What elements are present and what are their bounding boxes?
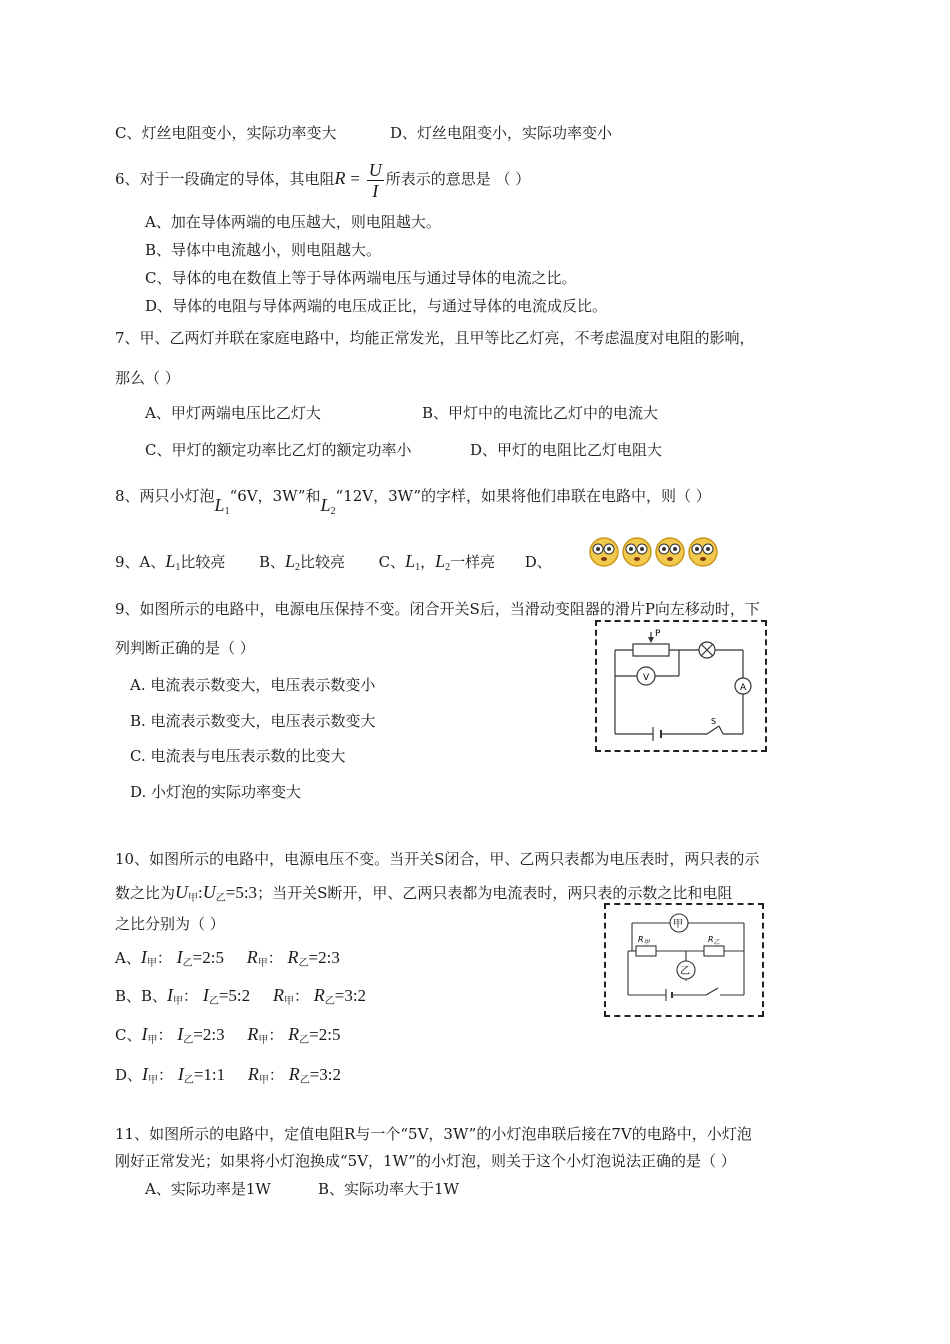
q8-l1: $L_1$	[214, 495, 230, 517]
q9a-b-label: B、	[258, 553, 286, 571]
q9-line1: 9、如图所示的电路中，电源电压保持不变。闭合开关S后，当滑动变阻器的滑片P向左移动时，下	[115, 600, 760, 618]
q6-option-a: A、加在导体两端的电压越大，则电阻越大。	[145, 213, 441, 231]
q10-option-c: C、$I_甲$： $I_乙=2:3$ $R_甲$： $R_乙=2:5$	[115, 1024, 341, 1046]
q9a-prefix: 9、A、	[115, 553, 166, 571]
q9a-c-label: C、	[378, 553, 406, 571]
q10-fig-yi-label: 乙	[680, 966, 690, 977]
confused-face-icon	[590, 538, 618, 566]
q10-line3: 之比分别为（ ）	[115, 915, 225, 933]
q9a-a-text: 比较亮	[180, 553, 226, 571]
q6-stem	[115, 158, 530, 201]
q9a-c-l1: $L_1$	[405, 551, 421, 573]
q10-option-d: D、$I_甲$： $I_乙=1:1$ $R_甲$： $R_乙=3:2$	[115, 1064, 342, 1086]
q9-circuit-figure	[595, 620, 767, 752]
q5-option-d: D、灯丝电阻变小，实际功率变小	[390, 124, 613, 142]
q9a-comma: ，	[420, 553, 436, 571]
q10-line1: 10、如图所示的电路中，电源电压不变。当开关S闭合，甲、乙两只表都为电压表时，两只表的示	[115, 850, 760, 868]
q6-option-b: B、导体中电流越小，则电阻越大。	[145, 241, 382, 259]
q9-fig-label-p: P	[655, 629, 661, 639]
q10-u-jia: $U_甲$	[175, 882, 199, 904]
q7-line1: 7、甲、乙两灯并联在家庭电路中，均能正常发光，且甲等比乙灯亮，不考虑温度对电阻的影响，	[115, 329, 755, 347]
q10-circuit-figure	[604, 903, 764, 1017]
q9-circuit-diagram	[597, 622, 765, 750]
q10-ratio-u: =5:3	[225, 883, 258, 902]
q6-option-c: C、导体的电在数值上等于导体两端电压与通过导体的电流之比。	[145, 269, 577, 287]
q9a-l2: $L_2$	[285, 551, 301, 573]
q9a-row	[115, 549, 552, 580]
q6-option-d: D、导体的电阻与导体两端的电压成正比，与通过导体的电流成反比。	[145, 297, 608, 315]
q8-stem	[115, 476, 711, 532]
q9-option-a: A. 电流表示数变大，电压表示数变小	[130, 676, 376, 694]
q9-fig-ammeter-label: A	[740, 683, 747, 693]
q9a-c-l2: $L_2$	[435, 551, 451, 573]
q6-suffix: 所表示的意思是 （ ）	[385, 170, 531, 188]
q10-fig-jia-label: 甲	[673, 919, 683, 930]
q9a-b-text: 比较亮	[300, 553, 346, 571]
q9a-d-label: D、	[524, 553, 552, 571]
q9a-l1: $L_1$	[165, 551, 181, 573]
q9a-c-text: 一样亮	[450, 553, 496, 571]
q7-option-d: D、甲灯的电阻比乙灯电阻大	[470, 441, 663, 459]
q9-option-d: D. 小灯泡的实际功率变大	[130, 783, 302, 801]
q10-line2-pre: 数之比为	[115, 884, 176, 902]
confused-face-icon	[656, 538, 684, 566]
q8-prefix: 8、两只小灯泡	[115, 487, 215, 505]
confused-emoji-icons	[588, 534, 728, 570]
q9-option-b: B. 电流表示数变大，电压表示数变大	[130, 712, 376, 730]
q11-line2: 刚好正常发光；如果将小灯泡换成“5V，1W”的小灯泡，则关于这个小灯泡说法正确的是（ ）	[115, 1152, 736, 1170]
q10-fig-r1-label: $R_甲$	[638, 935, 650, 946]
q7-line2: 那么（ ）	[115, 369, 180, 387]
q11-option-a: A、实际功率是1W	[145, 1180, 271, 1198]
q10-u-yi: $U_乙$	[202, 882, 226, 904]
q8-l2: $L_2$	[320, 495, 336, 517]
q9-fig-voltmeter-label: V	[643, 673, 650, 683]
q10-circuit-diagram	[606, 905, 762, 1015]
q10-option-b: B、B、$I_甲$： $I_乙=5:2$ $R_甲$： $R_乙=3:2$	[115, 985, 367, 1007]
q6-prefix: 6、对于一段确定的导体，其电阻	[115, 170, 335, 188]
q11-line1: 11、如图所示的电路中，定值电阻R与一个“5V，3W”的小灯泡串联后接在7V的电路中，小灯泡	[115, 1125, 752, 1143]
q9-option-c: C. 电流表与电压表示数的比变大	[130, 747, 346, 765]
q10-fig-r2-label: $R_乙$	[708, 935, 720, 946]
q6-var-r: R	[334, 168, 346, 188]
q6-denominator: I	[372, 180, 379, 201]
q9-line2: 列判断正确的是（ ）	[115, 639, 255, 657]
confused-face-icon	[689, 538, 717, 566]
q9-fig-switch-label: S	[711, 717, 717, 726]
q5-option-c: C、灯丝电阻变小，实际功率变大	[115, 124, 337, 142]
q7-option-c: C、甲灯的额定功率比乙灯的额定功率小	[145, 441, 412, 459]
confused-face-icon	[623, 538, 651, 566]
q6-numerator: U	[368, 159, 382, 180]
q7-option-b: B、甲灯中的电流比乙灯中的电流大	[422, 404, 659, 422]
q8-mid: “6V，3W”和	[229, 487, 321, 505]
q6-fraction	[367, 160, 384, 201]
q11-option-b: B、实际功率大于1W	[318, 1180, 459, 1198]
q10-line2-post: ；当开关S断开，甲、乙两只表都为电流表时，两只表的示数之比和电阻	[257, 884, 733, 902]
q10-option-a: A、$I_甲$： $I_乙=2:5$ $R_甲$： $R_乙=2:3$	[115, 947, 340, 969]
q8-suffix: “12V，3W”的字样，如果将他们串联在电路中，则（ ）	[335, 487, 711, 505]
q7-option-a: A、甲灯两端电压比乙灯大	[145, 404, 321, 422]
q6-equals: =	[350, 169, 360, 188]
q10-colon: :	[198, 883, 203, 902]
